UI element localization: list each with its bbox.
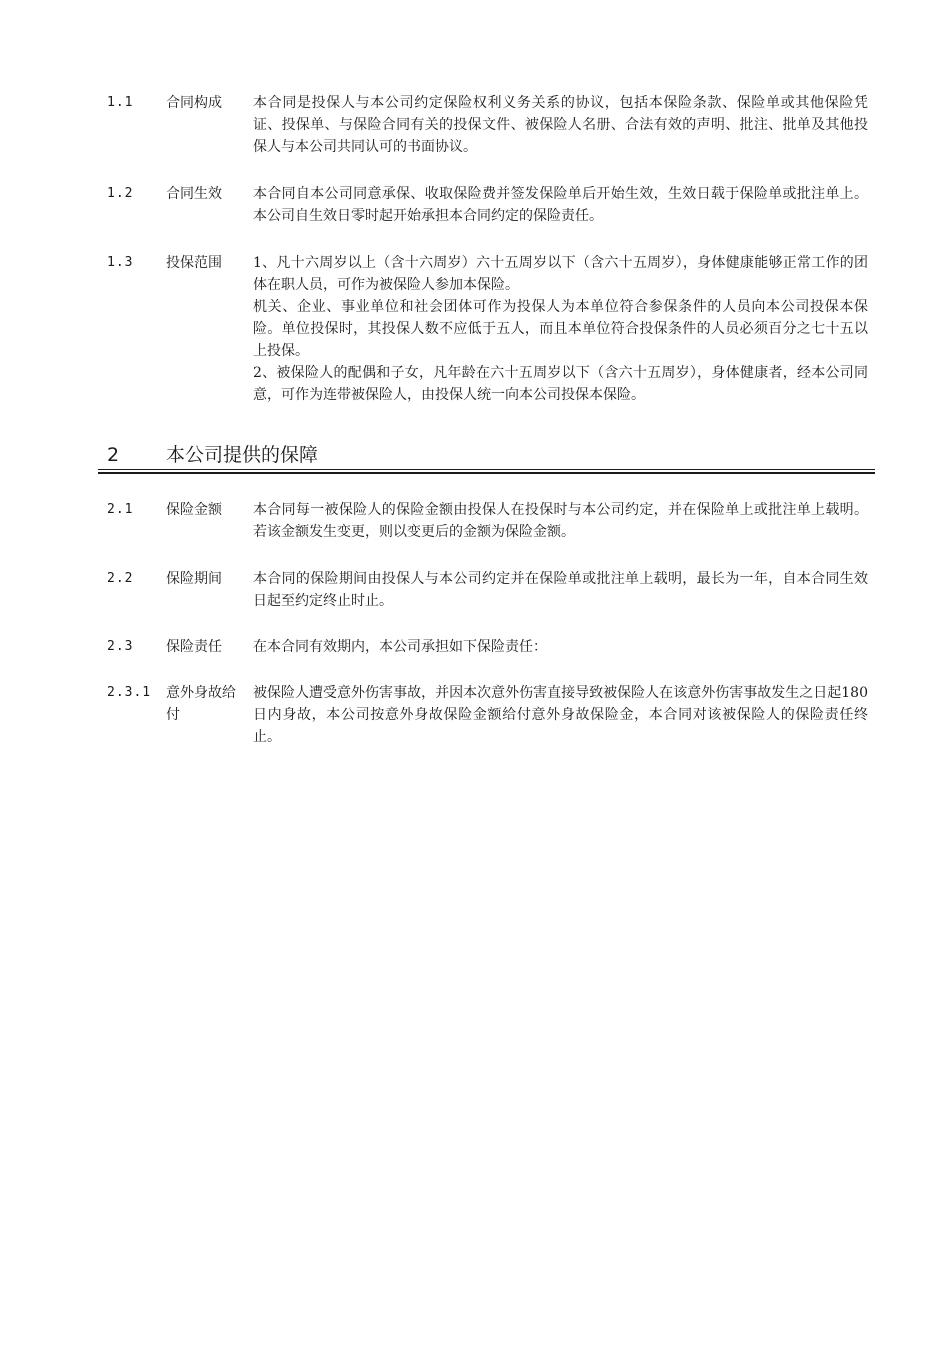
clause-paragraph: 2、被保险人的配偶和子女，凡年龄在六十五周岁以下（含六十五周岁），身体健康者，经本公司同意，可作为连带被保险人，由投保人统一向本公司投保本保险。 (253, 365, 868, 403)
clause-paragraph: 本合同是投保人与本公司约定保险权利义务关系的协议，包括本保险条款、保险单或其他保险凭证、投保单、与保险合同有关的投保文件、被保险人名册、合法有效的声明、批注、批单及其他投保人与本公司共同认可的书面协议。 (253, 95, 868, 155)
clause-body (253, 183, 868, 227)
clause-number: 2.3 (107, 639, 134, 654)
clause-number: 1.3 (107, 255, 134, 270)
clause-body (253, 568, 868, 612)
clause-number: 2.2 (107, 571, 134, 586)
clause-paragraph: 本合同每一被保险人的保险金额由投保人在投保时与本公司约定，并在保险单上或批注单上载明。若该金额发生变更，则以变更后的金额为保险金额。 (253, 502, 868, 540)
clause-number: 1.1 (107, 95, 134, 110)
clause-label: 保险责任 (166, 639, 222, 655)
clause-paragraph: 在本合同有效期内，本公司承担如下保险责任： (253, 639, 547, 655)
clause-number: 2.3.1 (107, 685, 152, 700)
clause-body (253, 636, 868, 658)
clause-paragraph: 本合同自本公司同意承保、收取保险费并签发保险单后开始生效，生效日载于保险单或批注单上。本公司自生效日零时起开始承担本合同约定的保险责任。 (253, 186, 868, 224)
clause-body (253, 499, 868, 543)
section-title: 本公司提供的保障 (166, 444, 319, 466)
clause-paragraph: 机关、企业、事业单位和社会团体可作为投保人为本单位符合参保条件的人员向本公司投保本保险。单位投保时，其投保人数不应低于五人，而且本单位符合投保条件的人员必须百分之七十五以上投保。 (253, 299, 868, 359)
section-divider-thick (98, 472, 875, 474)
clause-label: 合同构成 (166, 95, 222, 111)
clause-paragraph: 被保险人遭受意外伤害事故，并因本次意外伤害直接导致被保险人在该意外伤害事故发生之日起180日内身故，本公司按意外身故保险金额给付意外身故保险金，本合同对该被保险人的保险责任终止。 (253, 685, 868, 745)
clause-label: 合同生效 (166, 186, 222, 202)
clause-number: 1.2 (107, 186, 134, 201)
clause-paragraph: 1、凡十六周岁以上（含十六周岁）六十五周岁以下（含六十五周岁），身体健康能够正常工作的团体在职人员，可作为被保险人参加本保险。 (253, 255, 868, 293)
clause-label: 保险期间 (166, 571, 222, 587)
clause-paragraph: 本合同的保险期间由投保人与本公司约定并在保险单或批注单上载明，最长为一年，自本合同生效日起至约定终止时止。 (253, 571, 868, 609)
section-divider-thin (98, 469, 875, 470)
clause-label: 意外身故给付 (166, 685, 236, 723)
clause-label: 投保范围 (166, 255, 222, 271)
clause-number: 2.1 (107, 502, 134, 517)
section-number: 2 (107, 444, 120, 466)
clause-body (253, 92, 868, 158)
clause-body (253, 682, 868, 748)
clause-label: 保险金额 (166, 502, 222, 518)
clause-body (253, 252, 868, 406)
